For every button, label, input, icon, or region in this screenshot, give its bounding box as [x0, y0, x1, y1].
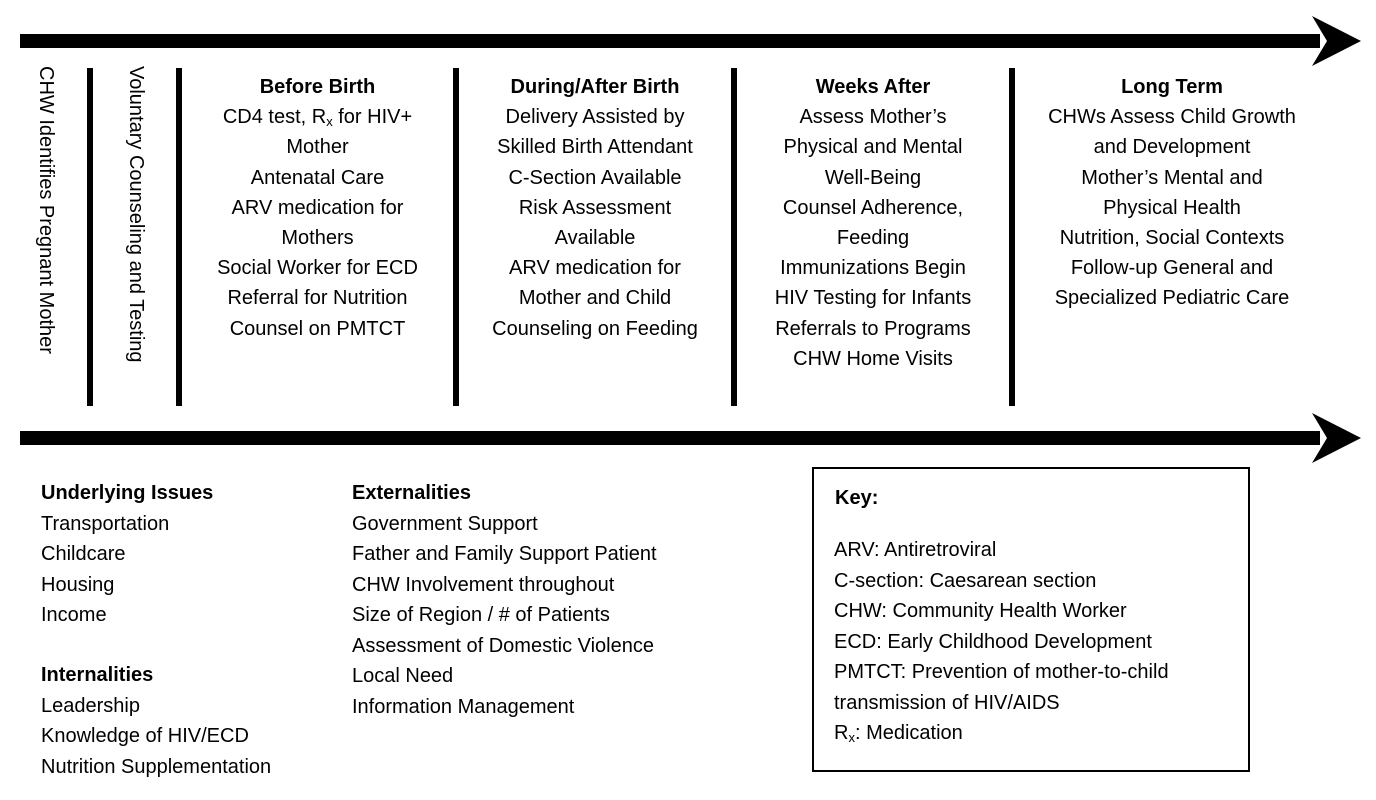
list-item: Father and Family Support Patient [352, 543, 657, 565]
key-definitions [834, 535, 1169, 749]
list-item: Childcare [41, 543, 126, 565]
underlying-issues-list [41, 478, 213, 631]
internalities-list [41, 660, 271, 782]
stage-line: Nutrition, Social Contexts [1059, 227, 1285, 250]
stage-line: Referral for Nutrition [227, 287, 408, 310]
stage-line: Social Worker for ECD [217, 257, 418, 280]
key-line: ECD: Early Childhood Development [834, 630, 1152, 653]
stage-line: Referrals to Programs [775, 317, 971, 340]
stage-line: Available [554, 227, 636, 250]
bottom-arrow [20, 413, 1361, 463]
stage-label-counseling-testing: Voluntary Counseling and Testing [125, 66, 147, 363]
stage-line: Physical and Mental [783, 136, 963, 159]
stage-line: CHW Home Visits [793, 347, 953, 370]
divider-3 [453, 68, 459, 406]
stage-weeks-after [740, 72, 1006, 374]
stage-line: Physical Health [1103, 196, 1241, 219]
externalities-title: Externalities [352, 482, 471, 504]
stage-line: ARV medication for [231, 196, 404, 219]
list-item: Information Management [352, 695, 575, 718]
list-item: Transportation [41, 512, 170, 535]
stage-line: CD4 test, $R_x$ for HIV+ [222, 106, 413, 130]
stage-line: Risk Assessment [518, 196, 672, 219]
stage-line: Follow-up General and [1070, 257, 1274, 280]
stage-title: Long Term [1121, 76, 1223, 98]
internalities-title: Internalities [41, 664, 154, 686]
top-arrow [20, 16, 1361, 66]
divider-4 [731, 68, 737, 406]
list-item: Government Support [352, 512, 538, 535]
stage-line: ARV medication for [509, 257, 681, 280]
stage-before-birth [185, 72, 450, 344]
list-item: Nutrition Supplementation [41, 755, 272, 778]
key-line: $R_x$: Medication [834, 722, 963, 745]
stage-line: Delivery Assisted by [505, 106, 685, 129]
stage-title: Weeks After [815, 76, 931, 98]
key-box [812, 467, 1250, 772]
list-item: Housing [41, 573, 115, 596]
stage-line: Assess Mother’s [799, 106, 947, 129]
stage-long-term [1018, 72, 1326, 314]
list-item: Assessment of Domestic Violence [352, 634, 654, 657]
stage-line: Mother’s Mental and [1081, 166, 1263, 189]
divider-5 [1009, 68, 1015, 406]
stage-line: Immunizations Begin [780, 257, 966, 280]
stage-line: Mother [286, 136, 349, 159]
stage-line: Counsel Adherence, [782, 196, 964, 219]
stage-during-after-birth [462, 72, 728, 344]
stage-line: and Development [1093, 136, 1251, 159]
stage-line: Feeding [836, 227, 910, 250]
stage-line: Well-Being [824, 166, 922, 189]
stage-line: C-Section Available [508, 166, 682, 189]
list-item: CHW Involvement throughout [352, 573, 615, 596]
stage-line: CHWs Assess Child Growth [1048, 106, 1296, 129]
stage-line: Mothers [281, 227, 354, 250]
stage-line: Specialized Pediatric Care [1054, 287, 1290, 310]
list-item: Leadership [41, 694, 140, 717]
key-line: transmission of HIV/AIDS [834, 691, 1060, 714]
underlying-issues-title: Underlying Issues [41, 482, 214, 504]
divider-1 [87, 68, 93, 406]
stage-line: Counseling on Feeding [492, 317, 698, 340]
key-line: C-section: Caesarean section [834, 569, 1097, 592]
stage-title: During/After Birth [510, 76, 680, 98]
list-item: Size of Region / # of Patients [352, 604, 610, 626]
stage-line: Antenatal Care [250, 166, 385, 189]
stage-label-identify-mother: CHW Identifies Pregnant Mother [35, 66, 57, 354]
stage-line: Skilled Birth Attendant [497, 136, 693, 159]
key-line: PMTCT: Prevention of mother-to-child [834, 661, 1169, 683]
externalities-list [352, 478, 657, 722]
key-title: Key: [835, 487, 879, 509]
stage-line: HIV Testing for Infants [774, 287, 972, 310]
key-line: ARV: Antiretroviral [834, 539, 997, 561]
stage-line: Counsel on PMTCT [229, 317, 406, 340]
key-line: CHW: Community Health Worker [834, 600, 1127, 622]
list-item: Local Need [352, 665, 454, 687]
stage-title: Before Birth [259, 76, 376, 98]
list-item: Knowledge of HIV/ECD [41, 725, 249, 747]
list-item: Income [41, 604, 107, 626]
divider-2 [176, 68, 182, 406]
stage-line: Mother and Child [518, 287, 672, 310]
